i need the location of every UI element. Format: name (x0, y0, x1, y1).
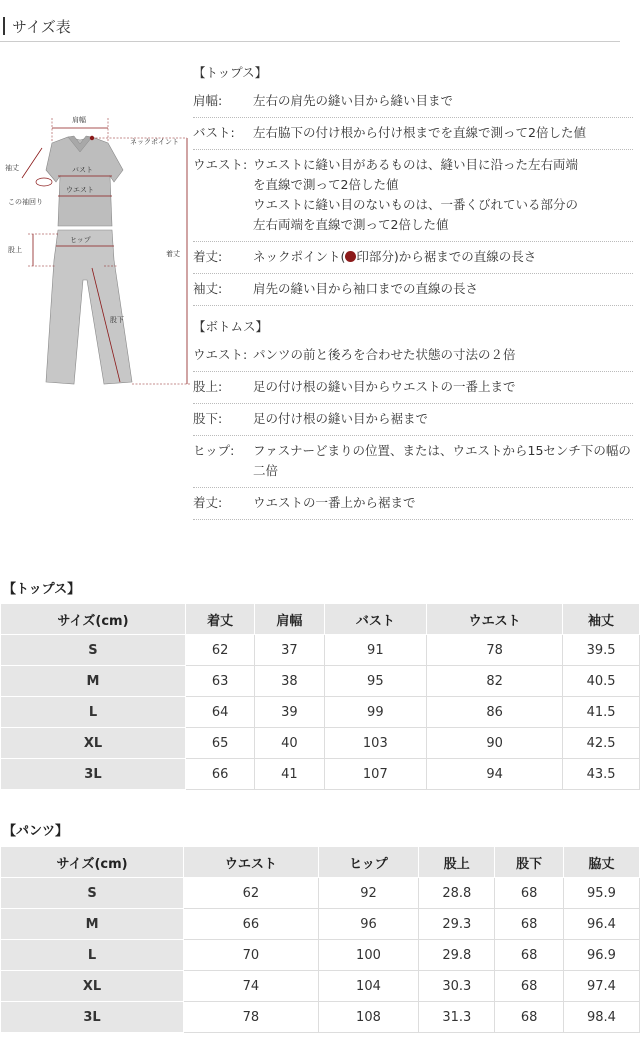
table-header-row (1, 604, 640, 635)
legend-row-bottom-waist (193, 340, 633, 372)
garment-illustration (0, 100, 190, 400)
table-cell: 103 (324, 728, 427, 759)
legend-value: 左右の肩先の縫い目から縫い目まで (253, 93, 454, 108)
legend-value: 足の付け根の縫い目から裾まで (253, 411, 429, 426)
table-cell: 68 (495, 1002, 564, 1033)
size-cell: XL (1, 728, 186, 759)
legend-key: バスト: (193, 125, 235, 140)
table-cell: 108 (318, 1002, 419, 1033)
table-row (1, 878, 640, 909)
table-cell: 41.5 (563, 697, 640, 728)
table-cell: 37 (255, 635, 324, 666)
column-header: 肩幅 (255, 604, 324, 635)
legend-value (253, 441, 633, 481)
table-cell: 62 (184, 878, 319, 909)
size-cell: S (1, 635, 186, 666)
legend-line: 二倍 (253, 463, 279, 478)
pants-size-table (0, 846, 640, 1033)
shirt-shape (46, 137, 123, 226)
size-cell: L (1, 940, 184, 971)
legend-row-inseam (193, 404, 633, 436)
waist-label: ウエスト (66, 186, 94, 194)
table-cell: 95.9 (563, 878, 639, 909)
table-row (1, 666, 640, 697)
table-cell: 31.3 (419, 1002, 495, 1033)
table-cell: 30.3 (419, 971, 495, 1002)
table-cell: 95 (324, 666, 427, 697)
legend-key: 肩幅: (193, 93, 223, 108)
legend-line: を直線で測って2倍した値 (253, 177, 399, 192)
table-row (1, 728, 640, 759)
tops-table-heading: 【トップス】 (3, 582, 81, 597)
size-cell: M (1, 666, 186, 697)
legend-value: 足の付け根の縫い目からウエストの一番上まで (253, 379, 516, 394)
legend-value: パンツの前と後ろを合わせた状態の寸法の２倍 (253, 347, 516, 362)
size-cell: L (1, 697, 186, 728)
size-cell: S (1, 878, 184, 909)
legend-row-rise (193, 372, 633, 404)
bust-label: バスト (72, 166, 93, 174)
table-cell: 65 (185, 728, 254, 759)
legend-row-shoulder (193, 86, 633, 118)
table-cell: 70 (184, 940, 319, 971)
legend-text-before: ネックポイント( (253, 249, 346, 264)
table-row (1, 697, 640, 728)
column-header: 股上 (419, 847, 495, 878)
table-row (1, 940, 640, 971)
neck-point-dot-icon (345, 251, 356, 262)
measurement-legend (193, 60, 633, 520)
table-cell: 39.5 (563, 635, 640, 666)
table-cell: 104 (318, 971, 419, 1002)
legend-key: 袖丈: (193, 281, 223, 296)
column-header: サイズ(cm) (1, 847, 184, 878)
inseam-label: 股下 (110, 316, 124, 324)
table-cell: 40.5 (563, 666, 640, 697)
legend-key: 着丈: (193, 495, 223, 510)
legend-line: 左右両端を直線で測って2倍した値 (253, 217, 449, 232)
sleeve-opening-label: この袖回り (8, 198, 43, 206)
table-cell: 91 (324, 635, 427, 666)
bottoms-legend-heading: 【ボトムス】 (193, 319, 269, 334)
table-cell: 90 (427, 728, 563, 759)
legend-row-waist (193, 150, 633, 242)
table-cell: 107 (324, 759, 427, 790)
table-cell: 66 (185, 759, 254, 790)
page-header (0, 14, 620, 42)
table-cell: 96 (318, 909, 419, 940)
table-cell: 68 (495, 909, 564, 940)
size-cell: 3L (1, 1002, 184, 1033)
length-label: 着丈 (166, 250, 180, 258)
table-cell: 40 (255, 728, 324, 759)
table-cell: 28.8 (419, 878, 495, 909)
table-cell: 62 (185, 635, 254, 666)
table-row (1, 971, 640, 1002)
neck-point-label: ネックポイント (130, 138, 179, 146)
legend-row-bottom-length (193, 488, 633, 520)
table-cell: 92 (318, 878, 419, 909)
table-cell: 94 (427, 759, 563, 790)
table-cell: 41 (255, 759, 324, 790)
legend-row-sleeve (193, 274, 633, 306)
legend-value: 左右脇下の付け根から付け根までを直線で測って2倍した値 (253, 125, 586, 140)
column-header: 袖丈 (563, 604, 640, 635)
column-header: 脇丈 (563, 847, 639, 878)
sleeve-label: 袖丈 (5, 164, 19, 172)
table-cell: 66 (184, 909, 319, 940)
legend-value: 肩先の縫い目から袖口までの直線の長さ (253, 281, 479, 296)
legend-text-after: 印部分)から裾までの直線の長さ (356, 249, 537, 264)
legend-row-hip (193, 436, 633, 488)
legend-key: ウエスト: (193, 347, 248, 362)
column-header: 股下 (495, 847, 564, 878)
table-cell: 78 (427, 635, 563, 666)
legend-value (253, 155, 633, 235)
table-cell: 64 (185, 697, 254, 728)
tops-size-table (0, 603, 640, 790)
size-cell: 3L (1, 759, 186, 790)
table-cell: 68 (495, 878, 564, 909)
table-cell: 96.9 (563, 940, 639, 971)
title-bar-accent (3, 17, 5, 35)
table-cell: 68 (495, 971, 564, 1002)
table-cell: 74 (184, 971, 319, 1002)
pants-table-heading: 【パンツ】 (3, 824, 69, 839)
page-title: サイズ表 (12, 18, 71, 36)
table-cell: 63 (185, 666, 254, 697)
size-cell: M (1, 909, 184, 940)
legend-line: ウエストに縫い目のないものは、一番くびれている部分の (253, 197, 579, 212)
table-row (1, 1002, 640, 1033)
legend-key: 股上: (193, 379, 223, 394)
table-row (1, 909, 640, 940)
legend-row-length (193, 242, 633, 274)
column-header: バスト (324, 604, 427, 635)
tops-legend-heading: 【トップス】 (193, 65, 268, 80)
column-header: サイズ(cm) (1, 604, 186, 635)
table-cell: 38 (255, 666, 324, 697)
table-row (1, 635, 640, 666)
table-cell: 43.5 (563, 759, 640, 790)
table-cell: 29.3 (419, 909, 495, 940)
legend-row-bust (193, 118, 633, 150)
legend-line: ウエストに縫い目があるものは、縫い目に沿った左右両端 (253, 157, 579, 172)
table-cell: 100 (318, 940, 419, 971)
legend-line: ファスナーどまりの位置、または、ウエストから15センチ下の幅の (253, 443, 631, 458)
rise-label: 股上 (8, 246, 22, 254)
column-header: ヒップ (318, 847, 419, 878)
garment-diagram (0, 100, 190, 400)
table-cell: 96.4 (563, 909, 639, 940)
legend-key: ウエスト: (193, 157, 248, 172)
table-cell: 86 (427, 697, 563, 728)
hip-label: ヒップ (70, 236, 91, 244)
table-cell: 97.4 (563, 971, 639, 1002)
table-cell: 29.8 (419, 940, 495, 971)
table-cell: 99 (324, 697, 427, 728)
shoulder-label: 肩幅 (72, 116, 86, 124)
column-header: ウエスト (184, 847, 319, 878)
legend-value (253, 247, 633, 267)
legend-key: 股下: (193, 411, 223, 426)
column-header: ウエスト (427, 604, 563, 635)
table-cell: 68 (495, 940, 564, 971)
table-cell: 42.5 (563, 728, 640, 759)
size-cell: XL (1, 971, 184, 1002)
table-header-row (1, 847, 640, 878)
table-cell: 82 (427, 666, 563, 697)
pants-shape (46, 230, 132, 384)
legend-key: 着丈: (193, 249, 223, 264)
table-row (1, 759, 640, 790)
legend-key: ヒップ: (193, 443, 235, 458)
column-header: 着丈 (185, 604, 254, 635)
table-cell: 98.4 (563, 1002, 639, 1033)
legend-value: ウエストの一番上から裾まで (253, 495, 416, 510)
table-cell: 39 (255, 697, 324, 728)
table-cell: 78 (184, 1002, 319, 1033)
